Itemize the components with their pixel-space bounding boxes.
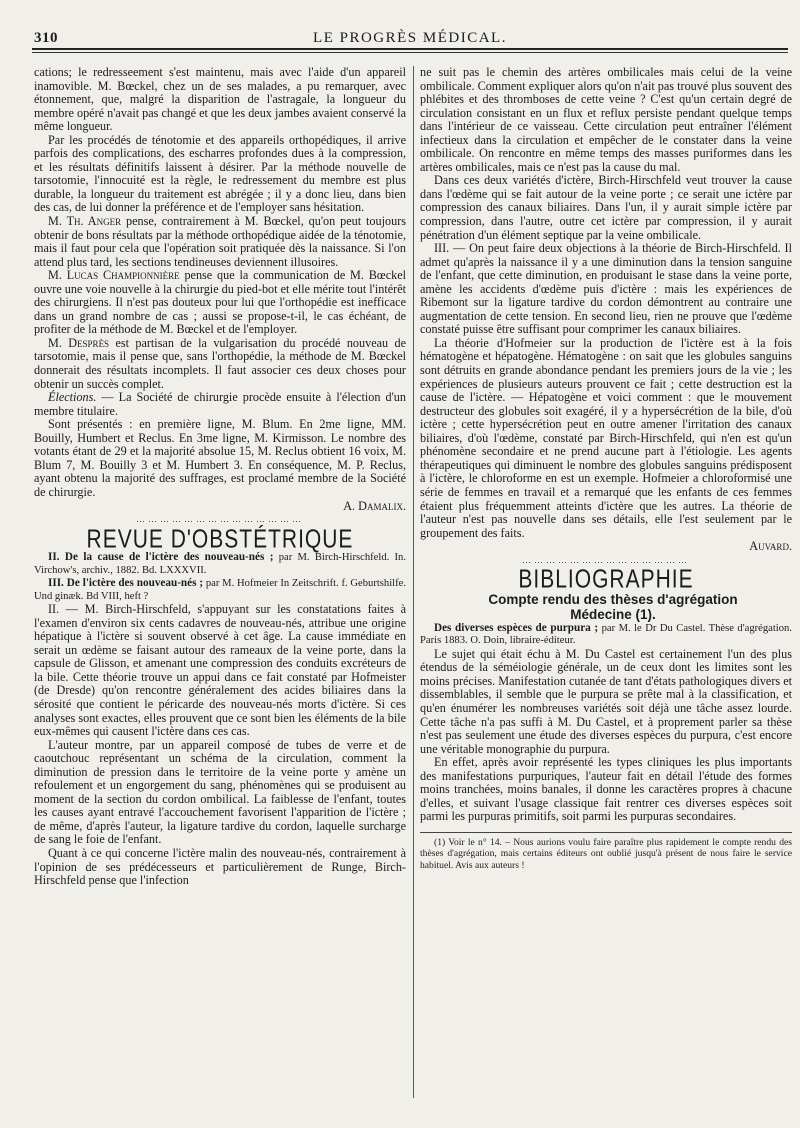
footnote: (1) Voir le n° 14. – Nous aurions voulu faire paraître plus rapidement le compte rendu des thèses d'agrégation, mais certains éditeurs ont oublié jusqu'à présent de nous faire le service habituel. Avis aux auteurs ! bbox=[420, 836, 792, 871]
left-column bbox=[34, 66, 406, 1096]
footnote-rule bbox=[420, 832, 792, 833]
header-rule bbox=[32, 48, 788, 50]
author-signature: A. Damalix. bbox=[343, 498, 406, 513]
speaker-name: M. Lucas Championnière bbox=[48, 268, 180, 283]
reference bbox=[34, 577, 406, 603]
page-number: 310 bbox=[34, 30, 58, 46]
header-rule-thin bbox=[32, 52, 788, 53]
paragraph: ne suit pas le chemin des artères ombilicales mais celui de la veine ombilicale. Comment expliquer alors qu'on n'ait pas trouvé plus souvent des phlébites et des thromboses de cette veine ? C'est qu'un certain degré de circulation consistant en un flux et reflux persiste pendant quelque temps dans l'intérieur de ce vaisseau. Cette circulation peut entraîner l'élément infectieux dans la circulation et empêcher de le constater dans la veine ombilicale. On rencontre en même temps des masses puriformes dans les artères ombilicales, mais ce n'est pas la cause du mal. bbox=[420, 66, 792, 174]
paragraph: Sont présentés : en première ligne, M. Blum. En 2me ligne, MM. Bouilly, Humbert et Reclus. En 3me ligne, M. Kirmisson. Le nombre des votants étant de 29 et la majorité absolue 15, M. Reclus obtient 16 voix, M. Blum 7, M. Bouilly 3 et M. Humbert 3. En conséquence, M. P. Reclus, ayant obtenu la majorité des suffrages, est proclamé membre de la Société de chirurgie. bbox=[34, 417, 406, 499]
reference-text: par M. Birch-Hirschfeld. In. Virchow's, archiv., 1882. Bd. LXXXVII. bbox=[34, 552, 406, 576]
paragraph bbox=[34, 337, 406, 391]
reference bbox=[420, 622, 792, 648]
paragraph bbox=[34, 215, 406, 269]
author-signature: Auvard. bbox=[749, 539, 792, 554]
ornament-divider: ⋯⋯⋯⋯⋯⋯⋯⋯⋯⋯⋯⋯⋯⋯ bbox=[136, 516, 304, 527]
paragraph-text: — La Société de chirurgie procède ensuite à l'élection d'un membre titulaire. bbox=[34, 390, 406, 418]
reference-title: Des diverses espèces de purpura ; bbox=[434, 621, 599, 634]
paragraph: La théorie d'Hofmeier sur la production de l'ictère est à la fois hématogène et hépatogène. Hématogène : on sait que les globules sanguins sont détruits en grande abondance pendant les premiers jours de la vie ; les expériences de plusieurs auteurs prouvent ce fait ; cette destruction est la cause de l'ictère. — Hépatogène et voici comment : que le mouvement destructeur des globules soit exagéré, il y a hypersécrétion de la bile, d'où ictère ; cette hypersécrétion peut en outre amener l'irritation des canaux biliaires, d'où l'œdème, constaté par Birch-Hirschfeld, qui n'en est qu'un phénomène secondaire et ne prend aucune part à l'étiologie. Les agents thérapeutiques qui diminuent le nombre des globules sanguins prédisposent à l'ictère, le chloroforme en est un exemple. Hofmeier a chloroformisé une série de femmes en travail et a remarqué que les enfants de ces femmes étaient plus fréquemment atteints d'ictère que les autres. La théorie de l'auteur n'est pas nouvelle dans ses détails, elle l'est seulement par le groupement des faits. bbox=[420, 335, 792, 540]
paragraph: Le sujet qui était échu à M. Du Castel est certainement l'un des plus étendus de la séméiologie générale, un de ceux dont les limites sont les moins précises. Manifestation cutanée de tant d'états pathologiques divers et dissemblables, il semble que le purpura se prête mal à la classification, et qu'en énumérer les nombreuses variétés soit déjà une tâche assez lourde. Cette tâche n'a pas suffi à M. Du Castel, et à proprement parler sa thèse n'est pas seulement une étude des diverses espèces du purpura, c'est encore une véritable monographie du purpura. bbox=[420, 646, 792, 756]
right-column bbox=[420, 66, 792, 1096]
ornament-divider: ⋯⋯⋯⋯⋯⋯⋯⋯⋯⋯⋯⋯⋯⋯ bbox=[522, 556, 690, 567]
paragraph bbox=[34, 391, 406, 418]
paragraph: En effet, après avoir représenté les types cliniques les plus importants des manifestations purpuriques, l'auteur fait en détail l'étude des formes moins tranchées, moins banales, il donne les caractères propres à chacune d'elles, et suivant l'usage classique fait rentrer ces diverses espèces soit parmi les purpuras primitifs, soit parmi les purpuras secondaires. bbox=[420, 755, 792, 824]
paragraph-text: est partisan de la vulgarisation du procédé nouveau de tarsotomie, mais il pense que, sans l'orthopédie, la méthode de M. Bœckel donnerait des résultats incomplets. Il faut associer ces deux choses pour obtenir un succès complet. bbox=[34, 335, 406, 391]
section-title: REVUE D'OBSTÉTRIQUE bbox=[86, 524, 354, 554]
paragraph: II. — M. Birch-Hirschfeld, s'appuyant sur les constatations faites à l'examen d'environ six cents cadavres de nouveau-nés, attribue une origine hépatique à l'ictère si souvent observé à cet âge. La cause immédiate en serait un œdème se faisant autour des rameaux de la veine porte, dans la capsule de Glisson, et amenant une compression des conduits excréteurs de la bile. Cette théorie trouve un appui dans ce fait constaté par Hofmeister (de Dresde) qu'on rencontre généralement des acides biliaires dans la sérosité que contient le péricarde des nouveau-nés morts d'ictère. Si ces analyses sont exactes, elles prouvent que ce sont bien les éléments de la bile eux-mêmes qui causent l'ictère dans ces cas. bbox=[34, 602, 406, 739]
column-divider bbox=[413, 66, 414, 1098]
paragraph-text: pense, contrairement à M. Bœckel, qu'on peut toujours obtenir de bons résultats par la méthode orthopédique aidée de la ténotomie, mais il faut pour cela que l'opération soit pratiquée dès la naissance. Si l'on attend plus tard, les sections tendineuses deviennent illusoires. bbox=[34, 214, 406, 269]
paragraph: L'auteur montre, par un appareil composé de tubes de verre et de caoutchouc représentant un schéma de la circulation, comment la diminution de pression dans le territoire de la veine porte y amène un refoulement et un engorgement du sang, phénomènes qui se produisent au moment de la section du cordon ombilical. La faiblesse de l'enfant, toutes les causes ayant entravé l'accouchement favorisent l'apparition de l'ictère ; de même, d'après l'auteur, la ligature tardive du cordon, laquelle surcharge de sang le foie de l'enfant. bbox=[34, 737, 406, 847]
reference-title: III. De l'ictère des nouveau-nés ; bbox=[48, 577, 204, 590]
section-subtitle: Compte rendu des thèses d'agrégation bbox=[488, 591, 738, 607]
paragraph: III. — On peut faire deux objections à la théorie de Birch-Hirschfeld. Il admet qu'après la naissance il y a une diminution dans la tension sanguine de l'enfant, que cette diminution, en produisant le stase dans la veine porte, amène les accidents d'œdème puis d'ictère : mais les expériences de Ribemont sur la ligature tardive du cordon démontrent au contraire une augmentation de cette tension. En second lieu, rien ne prouve que l'œdème constaté puisse être suffisant pour comprimer les canaux biliaires. bbox=[420, 241, 792, 337]
reference-title: II. De la cause de l'ictère des nouveau-nés ; bbox=[48, 551, 274, 564]
paragraph-text: pense que la communication de M. Bœckel ouvre une voie nouvelle à la chirurgie du pied-bot et elle mérite tout l'intérêt des chirurgiens. Il n'est pas douteux pour lui que l'orthopédie est inefficace dans un grand nombre de cas ; aussi se propose-t-il, le cas échéant, de profiter de la méthode de M. Bœckel et de l'employer. bbox=[34, 268, 406, 337]
paragraph: Dans ces deux variétés d'ictère, Birch-Hirschfeld veut trouver la cause dans l'œdème qui se fait autour de la veine porte ; ce serait une ictère par compression des canaux biliaires. Dans l'un, il y aurait simple ictère par compression, dans l'autre, outre cet ictère par compression, il y aurait pénétration d'un élément septique par la veine ombilicale. bbox=[420, 173, 792, 242]
reference bbox=[34, 551, 406, 577]
run-in-heading: Élections. bbox=[48, 390, 97, 405]
paragraph: Quant à ce qui concerne l'ictère malin des nouveau-nés, contrairement à l'opinion de ses prédécesseurs et particulièrement de Runge, Birch-Hirschfeld pense que l'infection bbox=[34, 845, 406, 888]
speaker-name: M. Th. Anger bbox=[48, 214, 122, 229]
reference-text: par M. Hofmeier In Zeitschrift. f. Geburtshilfe. Und ginæk. Bd VIII, heft ? bbox=[34, 578, 406, 602]
speaker-name: M. Desprès bbox=[48, 335, 110, 350]
journal-title: LE PROGRÈS MÉDICAL. bbox=[313, 30, 507, 46]
reference-text: par M. le Dr Du Castel. Thèse d'agrégation. Paris 1883. O. Doin, libraire-éditeur. bbox=[420, 622, 792, 647]
section-subtitle: Médecine (1). bbox=[570, 606, 656, 622]
page-header bbox=[30, 28, 790, 48]
paragraph bbox=[34, 269, 406, 337]
section-title: BIBLIOGRAPHIE bbox=[518, 565, 694, 595]
paragraph: cations; le redresseement s'est maintenu, mais avec l'aide d'un appareil inamovible. M. Bœckel, chez un de ses malades, a pu remarquer, avec étonnement, que, malgré la disparition de l'astragale, la longueur du membre opéré n'avait pas changé et que les deux jambes avaient conservé la même longueur. bbox=[34, 66, 406, 134]
paragraph: Par les procédés de ténotomie et des appareils orthopédiques, il arrive parfois des complications, des escharres profondes dues à la compression, et les résultats définitifs laissent à désirer. Par la méthode nouvelle de tarsotomie, l'innocuité est la règle, le redressement du membre est plus durable, la longueur du traitement est abrégée ; il y a donc lieu, dans bien des cas, de lui donner la préférence et de l'employer sans hésitation. bbox=[34, 132, 406, 215]
